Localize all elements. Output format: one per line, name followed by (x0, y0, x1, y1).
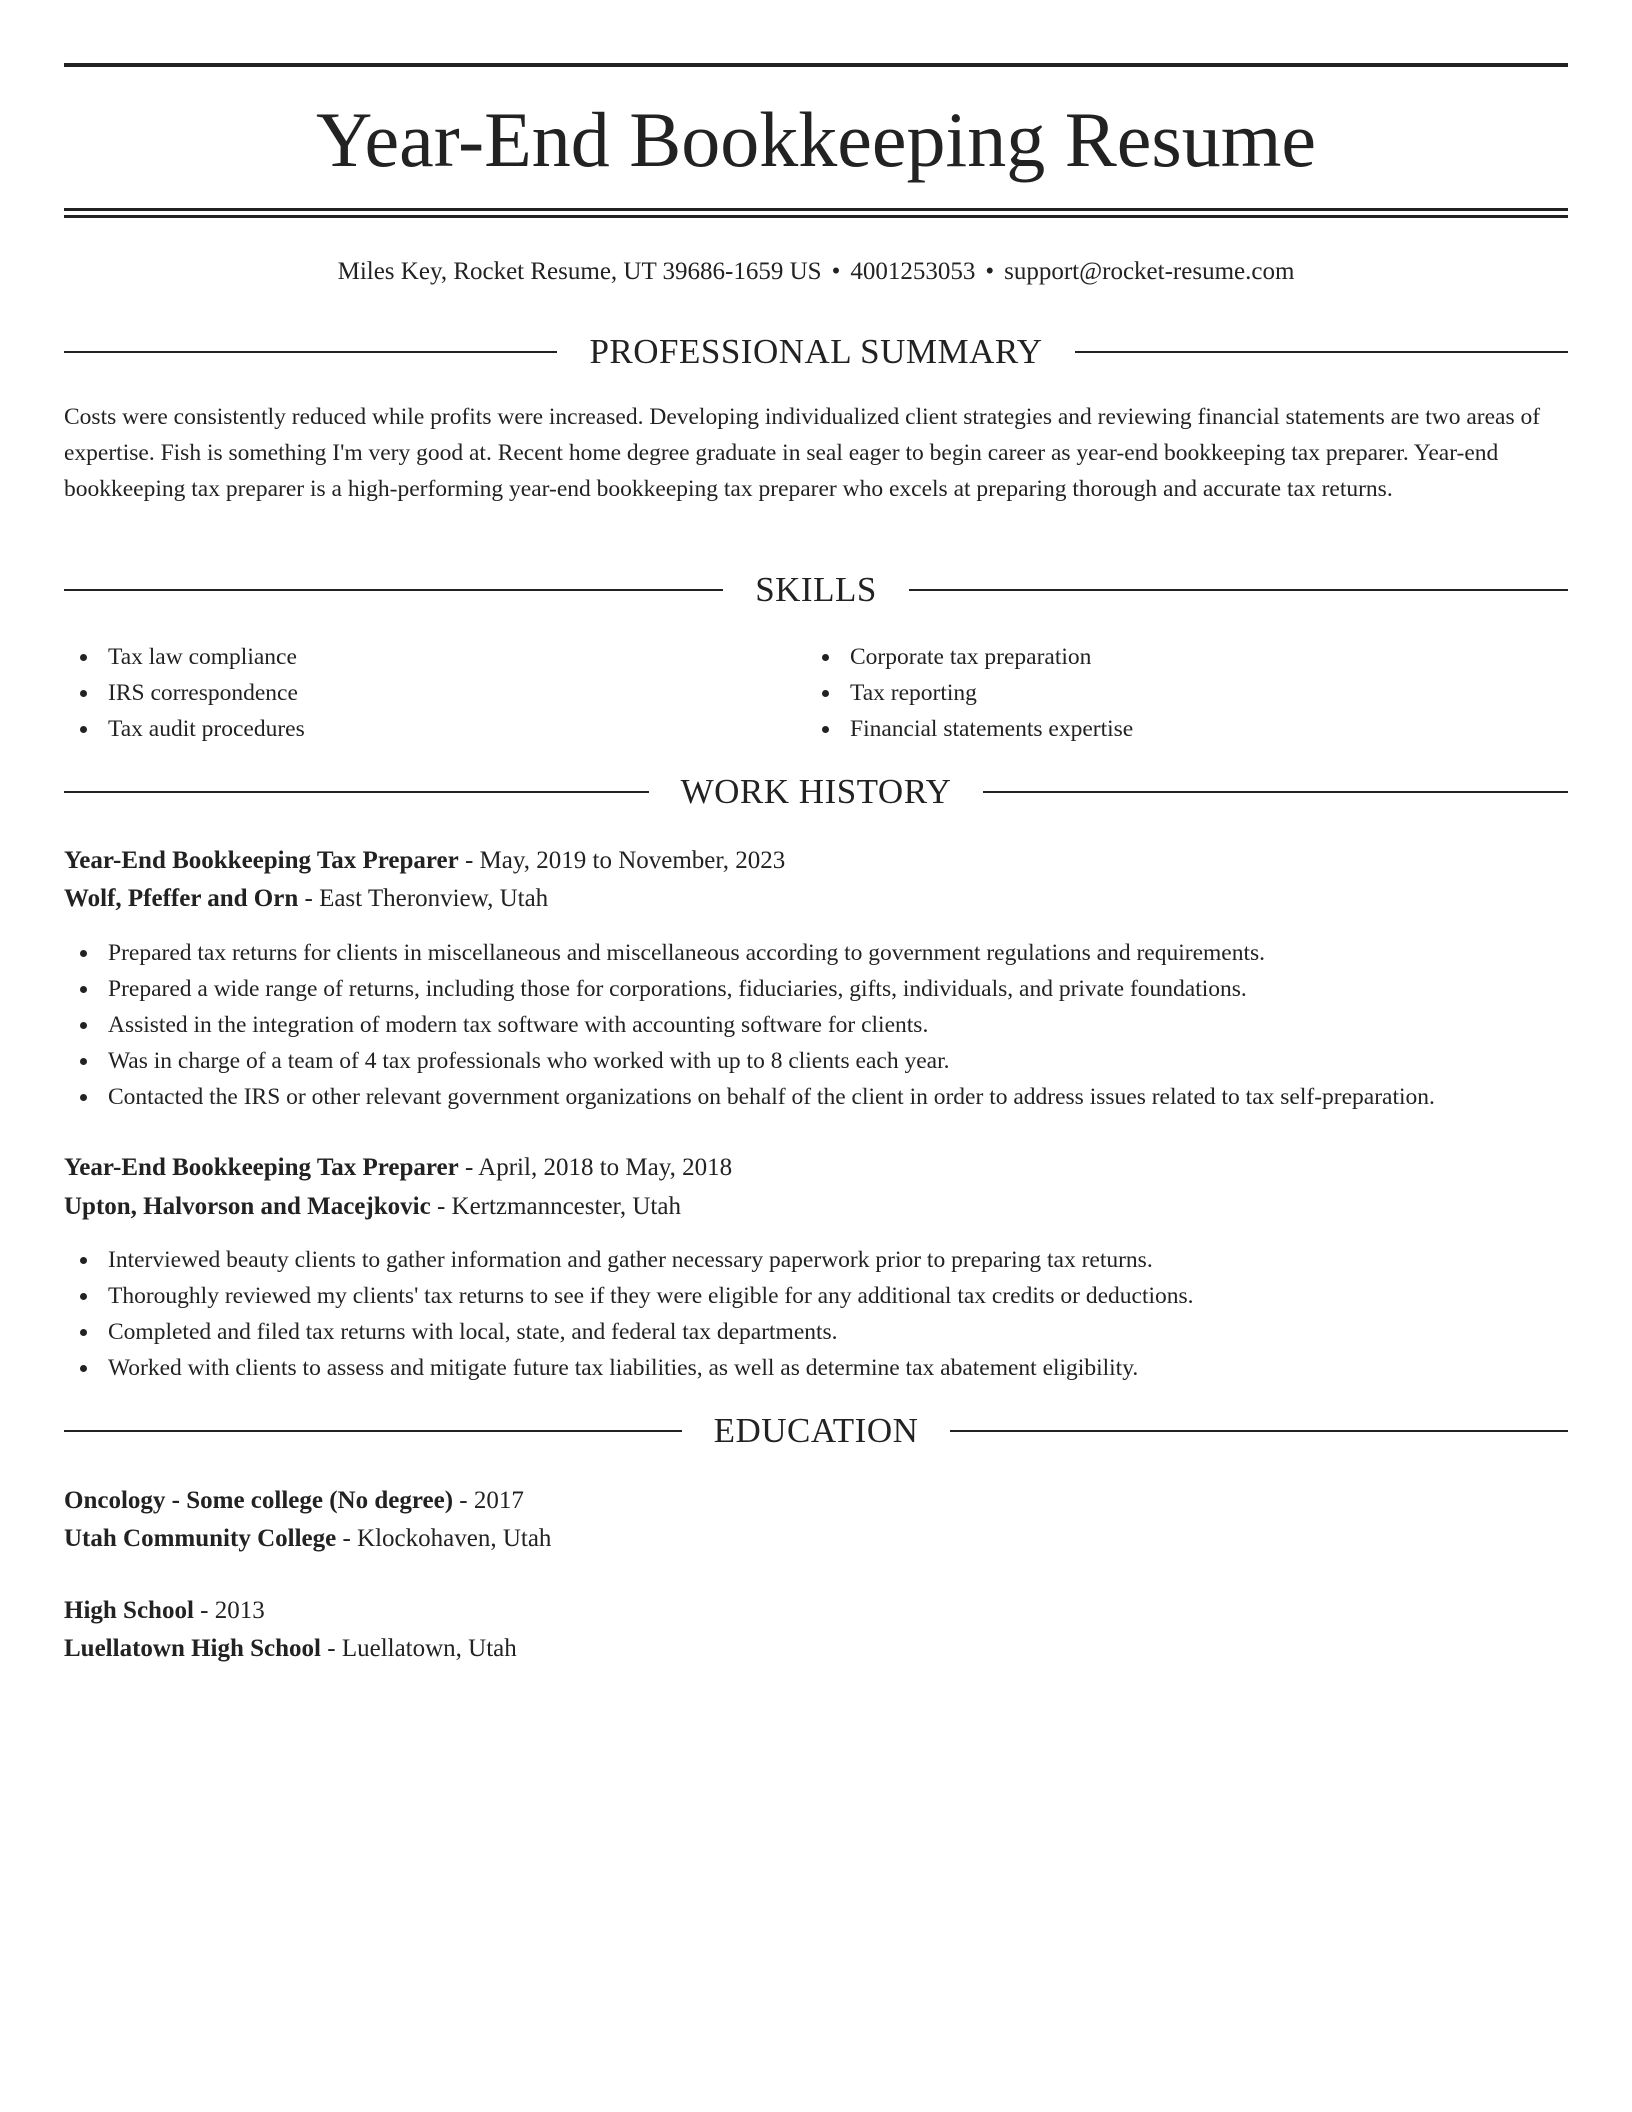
education-school: Luellatown High School (64, 1635, 321, 1662)
skill-item: Financial statements expertise (806, 711, 1546, 747)
skill-item: Tax law compliance (64, 639, 804, 675)
dash: - (200, 1597, 209, 1624)
contact-phone: 4001253053 (850, 258, 976, 285)
skill-item: Tax reporting (806, 675, 1546, 711)
contact-line (64, 252, 1568, 292)
dash: - (342, 1525, 351, 1552)
dash: - (304, 885, 313, 912)
heading-rule-left (64, 791, 649, 793)
job-bullet: Interviewed beauty clients to gather information and gather necessary paperwork prior to preparing tax returns. (64, 1242, 1568, 1278)
education-school-line (64, 1630, 1568, 1668)
skills-heading (64, 566, 1568, 614)
work-heading (64, 768, 1568, 816)
dash: - (459, 1487, 468, 1514)
job-dates: April, 2018 to May, 2018 (478, 1154, 733, 1181)
skill-item: Tax audit procedures (64, 711, 804, 747)
dash: - (464, 847, 474, 874)
education-degree-line (64, 1592, 1568, 1630)
job-bullet: Contacted the IRS or other relevant government organizations on behalf of the client in order to address issues related to tax self-preparation. (64, 1079, 1568, 1115)
heading-rule-right (983, 791, 1568, 793)
heading-rule-right (1075, 351, 1568, 353)
skills-list-left (64, 639, 804, 747)
job-bullet: Completed and filed tax returns with local, state, and federal tax departments. (64, 1314, 1568, 1350)
job-bullet: Worked with clients to assess and mitigate future tax liabilities, as well as determine tax abatement eligibility. (64, 1350, 1568, 1386)
education-heading (64, 1407, 1568, 1455)
contact-address: Miles Key, Rocket Resume, UT 39686-1659 US (337, 258, 822, 285)
job-bullets (64, 935, 1568, 1115)
job-title: Year-End Bookkeeping Tax Preparer (64, 847, 459, 874)
education-school-line (64, 1520, 1568, 1558)
top-rule (64, 63, 1568, 67)
job-bullet: Was in charge of a team of 4 tax professionals who worked with up to 8 clients each year. (64, 1043, 1568, 1079)
heading-rule-right (950, 1430, 1568, 1432)
job-title: Year-End Bookkeeping Tax Preparer (64, 1154, 459, 1181)
work-heading-text: WORK HISTORY (680, 772, 952, 811)
skill-item: Corporate tax preparation (806, 639, 1546, 675)
job-bullet: Assisted in the integration of modern tax software with accounting software for clients. (64, 1007, 1568, 1043)
heading-rule-left (64, 351, 557, 353)
job-dates: May, 2019 to November, 2023 (479, 847, 786, 874)
education-heading-text: EDUCATION (713, 1411, 919, 1450)
dash: - (464, 1154, 474, 1181)
education-location: Klockohaven, Utah (357, 1525, 552, 1552)
skills-heading-text: SKILLS (755, 570, 877, 609)
job-bullet: Prepared tax returns for clients in miscellaneous and miscellaneous according to government regulations and requirements. (64, 935, 1568, 971)
summary-heading (64, 328, 1568, 376)
contact-email[interactable]: support@rocket-resume.com (1004, 258, 1295, 285)
job-company-line (64, 1188, 1568, 1226)
job-bullet: Thoroughly reviewed my clients' tax returns to see if they were eligible for any additional tax credits or deductions. (64, 1278, 1568, 1314)
job-location: Kertzmanncester, Utah (451, 1193, 681, 1220)
job-title-line (64, 842, 1568, 880)
dash: - (436, 1193, 446, 1220)
dash: - (327, 1635, 336, 1662)
job-bullet: Prepared a wide range of returns, including those for corporations, fiduciaries, gifts, individuals, and private foundations. (64, 971, 1568, 1007)
contact-separator: • (831, 258, 841, 285)
education-degree: Oncology - Some college (No degree) (64, 1487, 454, 1514)
job-location: East Theronview, Utah (319, 885, 549, 912)
heading-rule-left (64, 1430, 682, 1432)
job-bullets (64, 1242, 1568, 1386)
skills-list-right (806, 639, 1546, 747)
job-company: Upton, Halvorson and Macejkovic (64, 1193, 431, 1220)
summary-heading-text: PROFESSIONAL SUMMARY (589, 332, 1043, 371)
resume-title: Year-End Bookkeeping Resume (315, 96, 1317, 183)
job-title-line (64, 1149, 1568, 1187)
skill-item: IRS correspondence (64, 675, 804, 711)
heading-rule-right (909, 589, 1568, 591)
job-company-line (64, 880, 1568, 918)
education-school: Utah Community College (64, 1525, 337, 1552)
title-rule-lower (64, 215, 1568, 218)
education-year: 2013 (214, 1597, 265, 1624)
education-degree: High School (64, 1597, 194, 1624)
job-company: Wolf, Pfeffer and Orn (64, 885, 299, 912)
contact-separator: • (985, 258, 995, 285)
education-degree-line (64, 1482, 1568, 1520)
education-location: Luellatown, Utah (341, 1635, 517, 1662)
heading-rule-left (64, 589, 723, 591)
title-rule-upper (64, 208, 1568, 211)
summary-text: Costs were consistently reduced while profits were increased. Developing individualized client strategies and reviewing financial statements are two areas of expertise. Fish is something I'm very good at. Recent home degree graduate in seal eager to begin career as year-end bookkeeping tax preparer. Year-end bookkeeping tax preparer is a high-performing year-end bookkeeping tax preparer who excels at preparing thorough and accurate tax returns. (64, 404, 1541, 502)
education-year: 2017 (473, 1487, 524, 1514)
